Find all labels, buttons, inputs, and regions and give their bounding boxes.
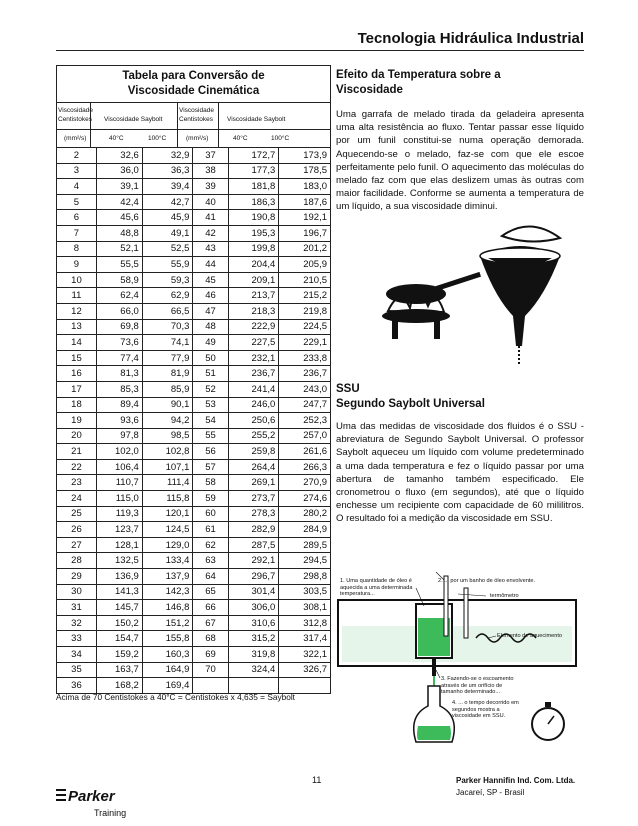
table-cell: 102,0	[96, 444, 142, 460]
table-cell: 150,2	[96, 615, 142, 631]
table-cell: 26	[57, 522, 96, 538]
table-cell: 60	[193, 506, 228, 522]
hdr-saybolt-1: Viscosidade Saybolt	[104, 116, 163, 123]
hdr-visc-1: Viscosidade	[58, 107, 93, 114]
table-cell: 7	[57, 225, 96, 241]
table-cell: 49	[193, 335, 228, 351]
table-cell: 37	[193, 148, 228, 163]
table-cell: 51	[193, 366, 228, 382]
company-block	[456, 775, 575, 799]
table-cell: 243,0	[279, 381, 330, 397]
table-cell: 58,9	[96, 272, 142, 288]
table-cell: 64	[193, 569, 228, 585]
table-cell: 97,8	[96, 428, 142, 444]
table-body	[57, 148, 330, 693]
table-cell: 168,2	[96, 678, 142, 693]
table-cell: 169,4	[142, 678, 193, 693]
table-cell: 44	[193, 257, 228, 273]
table-cell: 16	[57, 366, 96, 382]
table-cell: 209,1	[228, 272, 279, 288]
table-cell: 205,9	[279, 257, 330, 273]
table-cell: 177,3	[228, 163, 279, 179]
table-cell: 306,0	[228, 600, 279, 616]
table-cell: 14	[57, 335, 96, 351]
table-cell: 252,3	[279, 413, 330, 429]
table-cell: 36,3	[142, 163, 193, 179]
table-cell: 38	[193, 163, 228, 179]
table-cell: 27	[57, 537, 96, 553]
table-cell: 280,2	[279, 506, 330, 522]
thermometer-icon	[444, 576, 448, 636]
table-cell: 183,0	[279, 179, 330, 195]
table-cell: 36,0	[96, 163, 142, 179]
table-cell: 124,5	[142, 522, 193, 538]
viscosity-table	[56, 65, 331, 694]
table-cell: 236,7	[279, 366, 330, 382]
table-cell: 28	[57, 553, 96, 569]
table-cell: 53	[193, 397, 228, 413]
table-cell: 77,4	[96, 350, 142, 366]
table-cell: 133,4	[142, 553, 193, 569]
table-cell: 55	[193, 428, 228, 444]
table-cell: 142,3	[142, 584, 193, 600]
table-cell: 58	[193, 475, 228, 491]
table-cell: 173,9	[279, 148, 330, 163]
table-cell: 90,1	[142, 397, 193, 413]
table-cell: 35	[57, 662, 96, 678]
table-cell: 24	[57, 491, 96, 507]
table-cell: 45	[193, 272, 228, 288]
table-cell: 36	[57, 678, 96, 693]
table-cell: 278,3	[228, 506, 279, 522]
table-cell: 5	[57, 194, 96, 210]
table-cell: 178,5	[279, 163, 330, 179]
table-row	[57, 553, 330, 569]
table-cell: 47	[193, 303, 228, 319]
section1-text: Uma garrafa de melado tirada da geladeira apresenta uma alta resistência ao fluxo. Tentar passar esse líquido por um funil constitui-se numa operação demorada. Aquecendo-se o melado, faz-se com que ele escoe perfeitamente pelo funil. O aquecimento das moléculas do melado faz com que elas deslizem umas às outras com maior facilidade. Conforme se aumenta a temperatura de um líquido, a sua viscosidade diminui.	[336, 109, 584, 213]
table-cell: 66,0	[96, 303, 142, 319]
table-cell: 199,8	[228, 241, 279, 257]
table-row	[57, 210, 330, 226]
table-row	[57, 319, 330, 335]
table-cell: 67	[193, 615, 228, 631]
diagram-label-4a: 4. ... o tempo decorrido em segundos mostra a viscosidade em	[452, 700, 519, 720]
table-cell: 63	[193, 553, 228, 569]
table-cell: 317,4	[279, 631, 330, 647]
table-cell: 270,9	[279, 475, 330, 491]
table-row	[57, 459, 330, 475]
table-cell: 39,4	[142, 179, 193, 195]
table-title	[57, 66, 330, 103]
table-cell: 273,7	[228, 491, 279, 507]
parker-logo	[56, 785, 126, 805]
table-row	[57, 631, 330, 647]
table-cell: 54	[193, 413, 228, 429]
table-cell: 190,8	[228, 210, 279, 226]
diagram-label-2: 2. ... por um banho de óleo envolvente.	[438, 578, 536, 584]
header-title: Tecnologia Hidráulica Industrial	[357, 30, 584, 47]
table-cell: 48	[193, 319, 228, 335]
table-footnote: Acima de 70 Centistokes a 40°C = Centistokes x 4,635 = Saybolt	[56, 692, 295, 702]
company-name: Parker Hannifin Ind. Com. Ltda.	[456, 776, 576, 785]
table-row	[57, 366, 330, 382]
table-cell: 128,1	[96, 537, 142, 553]
table-cell: 70	[193, 662, 228, 678]
table-cell: 308,1	[279, 600, 330, 616]
table-cell: 123,7	[96, 522, 142, 538]
table-cell: 287,5	[228, 537, 279, 553]
table-cell: 74,1	[142, 335, 193, 351]
table-row	[57, 647, 330, 663]
table-cell: 12	[57, 303, 96, 319]
table-row	[57, 381, 330, 397]
table-cell: 274,6	[279, 491, 330, 507]
table-cell: 115,8	[142, 491, 193, 507]
table-cell: 56	[193, 444, 228, 460]
table-cell: 77,9	[142, 350, 193, 366]
table-row	[57, 584, 330, 600]
table-cell: 52	[193, 381, 228, 397]
table-cell: 164,9	[142, 662, 193, 678]
thermometer-2-icon	[464, 588, 468, 638]
table-cell: 192,1	[279, 210, 330, 226]
table-cell: 132,5	[96, 553, 142, 569]
diagram-label-4b: SSU.	[492, 713, 506, 720]
table-cell: 69	[193, 647, 228, 663]
table-cell: 62	[193, 537, 228, 553]
table-cell: 9	[57, 257, 96, 273]
table-cell: 213,7	[228, 288, 279, 304]
table-cell: 257,0	[279, 428, 330, 444]
table-cell: 111,4	[142, 475, 193, 491]
table-cell: 55,9	[142, 257, 193, 273]
table-row	[57, 475, 330, 491]
section2-title	[336, 382, 586, 412]
table-cell: 247,7	[279, 397, 330, 413]
table-cell: 119,3	[96, 506, 142, 522]
table-cell: 25	[57, 506, 96, 522]
table-cell: 303,5	[279, 584, 330, 600]
table-cell: 141,3	[96, 584, 142, 600]
table-cell: 301,4	[228, 584, 279, 600]
table-cell: 66,5	[142, 303, 193, 319]
table-cell: 196,7	[279, 225, 330, 241]
table-cell: 66	[193, 600, 228, 616]
section2-text: Uma das medidas de viscosidade dos fluidos é o SSU - abreviatura de Segundo Saybolt Universal. O professor Saybolt aqueceu um líquido com volume predeterminado a uma dada temperatura e fez o líquido passar por uma abertura de tamanho também especificado. Ele cronometrou o fluxo (em segundos), até que o líquido enchesse um recipiente com capacidade de 60 mililitros. O resultado foi a medição da viscosidade em SSU.	[336, 421, 584, 525]
table-cell: 59	[193, 491, 228, 507]
parker-logo-text: Parker	[68, 788, 115, 805]
table-cell: 163,7	[96, 662, 142, 678]
table-row	[57, 600, 330, 616]
table-cell: 29	[57, 569, 96, 585]
table-cell: 32,6	[96, 148, 142, 163]
hdr-unit-2: (mm²/s)	[186, 135, 209, 142]
table-cell: 151,2	[142, 615, 193, 631]
table-cell: 222,9	[228, 319, 279, 335]
table-cell: 324,4	[228, 662, 279, 678]
table-cell: 17	[57, 381, 96, 397]
table-row	[57, 303, 330, 319]
table-row	[57, 241, 330, 257]
table-cell: 70,3	[142, 319, 193, 335]
section2-title-line2: Segundo Saybolt Universal	[336, 398, 485, 410]
table-cell: 21	[57, 444, 96, 460]
table-cell: 172,7	[228, 148, 279, 163]
table-cell: 10	[57, 272, 96, 288]
table-cell: 39	[193, 179, 228, 195]
table-row	[57, 522, 330, 538]
table-cell: 259,8	[228, 444, 279, 460]
table-cell: 19	[57, 413, 96, 429]
table-title-line2: Viscosidade Cinemática	[127, 85, 260, 97]
table-row	[57, 350, 330, 366]
table-cell: 61	[193, 522, 228, 538]
hdr-unit-1: (mm²/s)	[64, 135, 87, 142]
table-row	[57, 288, 330, 304]
hdr-saybolt-2: Viscosidade Saybolt	[227, 116, 286, 123]
table-cell: 241,4	[228, 381, 279, 397]
table-cell: 236,7	[228, 366, 279, 382]
table-row	[57, 194, 330, 210]
table-cell: 255,2	[228, 428, 279, 444]
table-cell: 120,1	[142, 506, 193, 522]
table-cell: 49,1	[142, 225, 193, 241]
table-cell: 289,5	[279, 537, 330, 553]
table-cell: 52,1	[96, 241, 142, 257]
table-cell: 294,5	[279, 553, 330, 569]
table-cell: 218,3	[228, 303, 279, 319]
table-row	[57, 678, 330, 693]
table-cell: 8	[57, 241, 96, 257]
funnel-icon	[480, 226, 560, 364]
section1-title	[336, 68, 586, 98]
table-cell	[193, 678, 228, 693]
diagram-heater-label: Elemento de aquecimento	[497, 633, 562, 639]
table-cell: 312,8	[279, 615, 330, 631]
table-cell: 45,9	[142, 210, 193, 226]
section1-title-line1: Efeito da Temperatura sobre a	[336, 69, 501, 81]
table-row	[57, 272, 330, 288]
table-cell: 115,0	[96, 491, 142, 507]
table-cell: 219,8	[279, 303, 330, 319]
table-cell: 3	[57, 163, 96, 179]
table-cell: 201,2	[279, 241, 330, 257]
table-cell: 32,9	[142, 148, 193, 163]
table-cell: 81,9	[142, 366, 193, 382]
table-row	[57, 257, 330, 273]
hdr-cent-2: Centistokes	[179, 116, 213, 123]
table-cell: 68	[193, 631, 228, 647]
section2-title-line1: SSU	[336, 383, 360, 395]
table-cell: 326,7	[279, 662, 330, 678]
header-rule	[56, 50, 584, 51]
table-cell: 224,5	[279, 319, 330, 335]
table-cell: 6	[57, 210, 96, 226]
table-row	[57, 148, 330, 163]
table-cell: 40	[193, 194, 228, 210]
table-cell: 266,3	[279, 459, 330, 475]
orifice	[432, 658, 436, 676]
table-cell: 81,3	[96, 366, 142, 382]
table-cell: 261,6	[279, 444, 330, 460]
table-cell: 30	[57, 584, 96, 600]
diagram-label-4	[452, 700, 520, 720]
hdr-100-1: 100°C	[148, 135, 167, 142]
table-cell: 48,8	[96, 225, 142, 241]
table-cell: 85,9	[142, 381, 193, 397]
pan-icon	[386, 272, 481, 304]
table-cell: 106,4	[96, 459, 142, 475]
table-cell: 282,9	[228, 522, 279, 538]
table-cell: 129,0	[142, 537, 193, 553]
table-cell: 11	[57, 288, 96, 304]
table-cell: 269,1	[228, 475, 279, 491]
table-cell: 137,9	[142, 569, 193, 585]
table-cell: 264,4	[228, 459, 279, 475]
table-cell: 146,8	[142, 600, 193, 616]
table-cell: 155,8	[142, 631, 193, 647]
table-cell: 50	[193, 350, 228, 366]
hdr-100-2: 100°C	[271, 135, 290, 142]
training-label: Training	[94, 808, 127, 818]
table-cell: 136,9	[96, 569, 142, 585]
table-row	[57, 662, 330, 678]
table-cell: 204,4	[228, 257, 279, 273]
company-city: Jacareí, SP - Brasil	[456, 788, 525, 797]
table-cell: 32	[57, 615, 96, 631]
table-cell: 296,7	[228, 569, 279, 585]
table-row	[57, 335, 330, 351]
table-cell: 89,4	[96, 397, 142, 413]
table-cell: 181,8	[228, 179, 279, 195]
table-row	[57, 163, 330, 179]
table-cell: 292,1	[228, 553, 279, 569]
stopwatch-icon	[532, 702, 564, 740]
table-cell: 20	[57, 428, 96, 444]
table-cell: 195,3	[228, 225, 279, 241]
table-cell: 233,8	[279, 350, 330, 366]
hdr-cent-1: Centistokes	[58, 116, 92, 123]
table-cell: 34	[57, 647, 96, 663]
table-row	[57, 537, 330, 553]
table-cell: 33	[57, 631, 96, 647]
table-row	[57, 225, 330, 241]
table-cell: 315,2	[228, 631, 279, 647]
table-row	[57, 506, 330, 522]
table-row	[57, 615, 330, 631]
table-cell: 42	[193, 225, 228, 241]
table-cell: 13	[57, 319, 96, 335]
table-cell: 85,3	[96, 381, 142, 397]
table-cell: 160,3	[142, 647, 193, 663]
table-cell: 310,6	[228, 615, 279, 631]
table-title-line1: Tabela para Conversão de	[122, 70, 265, 82]
table-cell: 57	[193, 459, 228, 475]
table-cell: 45,6	[96, 210, 142, 226]
table-cell	[279, 678, 330, 693]
table-cell	[228, 678, 279, 693]
table-cell: 186,3	[228, 194, 279, 210]
table-cell: 15	[57, 350, 96, 366]
table-row	[57, 413, 330, 429]
table-cell: 31	[57, 600, 96, 616]
table-cell: 42,7	[142, 194, 193, 210]
table-cell: 39,1	[96, 179, 142, 195]
table-cell: 46	[193, 288, 228, 304]
table-cell: 62,9	[142, 288, 193, 304]
table-cell: 110,7	[96, 475, 142, 491]
table-cell: 322,1	[279, 647, 330, 663]
table-cell: 229,1	[279, 335, 330, 351]
table-cell: 319,8	[228, 647, 279, 663]
table-cell: 41	[193, 210, 228, 226]
table-cell: 93,6	[96, 413, 142, 429]
bath-oil	[342, 626, 572, 662]
hdr-40-2: 40°C	[233, 135, 248, 142]
table-cell: 246,0	[228, 397, 279, 413]
table-row	[57, 428, 330, 444]
table-cell: 22	[57, 459, 96, 475]
page-number: 11	[312, 775, 322, 785]
table-cell: 298,8	[279, 569, 330, 585]
table-cell: 2	[57, 148, 96, 163]
table-cell: 107,1	[142, 459, 193, 475]
table-row	[57, 397, 330, 413]
table-cell: 65	[193, 584, 228, 600]
table-row	[57, 179, 330, 195]
table-cell: 73,6	[96, 335, 142, 351]
table-cell: 59,3	[142, 272, 193, 288]
table-cell: 159,2	[96, 647, 142, 663]
table-cell: 227,5	[228, 335, 279, 351]
table-row	[57, 444, 330, 460]
table-cell: 43	[193, 241, 228, 257]
table-cell: 210,5	[279, 272, 330, 288]
table-cell: 62,4	[96, 288, 142, 304]
table-cell: 69,8	[96, 319, 142, 335]
heating-funnel-illustration	[370, 216, 570, 366]
table-cell: 98,5	[142, 428, 193, 444]
table-row	[57, 569, 330, 585]
table-cell: 250,6	[228, 413, 279, 429]
table-cell: 4	[57, 179, 96, 195]
table-cell: 145,7	[96, 600, 142, 616]
hdr-40-1: 40°C	[109, 135, 124, 142]
table-header	[57, 103, 330, 148]
table-cell: 187,6	[279, 194, 330, 210]
table-cell: 55,5	[96, 257, 142, 273]
hdr-visc-2: Viscosidade	[179, 107, 214, 114]
table-cell: 52,5	[142, 241, 193, 257]
table-cell: 18	[57, 397, 96, 413]
table-cell: 23	[57, 475, 96, 491]
table-cell: 94,2	[142, 413, 193, 429]
table-cell: 284,9	[279, 522, 330, 538]
table-cell: 42,4	[96, 194, 142, 210]
diagram-thermo-label: termômetro	[490, 593, 519, 599]
table-cell: 215,2	[279, 288, 330, 304]
table-cell: 154,7	[96, 631, 142, 647]
section1-title-line2: Viscosidade	[336, 84, 403, 96]
table-cell: 232,1	[228, 350, 279, 366]
table-row	[57, 491, 330, 507]
diagram-label-3: 3. Fazendo-se o escoamento através de um orifício de tamanho determinado...	[441, 676, 514, 696]
table-cell: 102,8	[142, 444, 193, 460]
diagram-label-1: 1. Uma quantidade de óleo é aquecida a uma determinada temperatura...	[340, 578, 413, 598]
